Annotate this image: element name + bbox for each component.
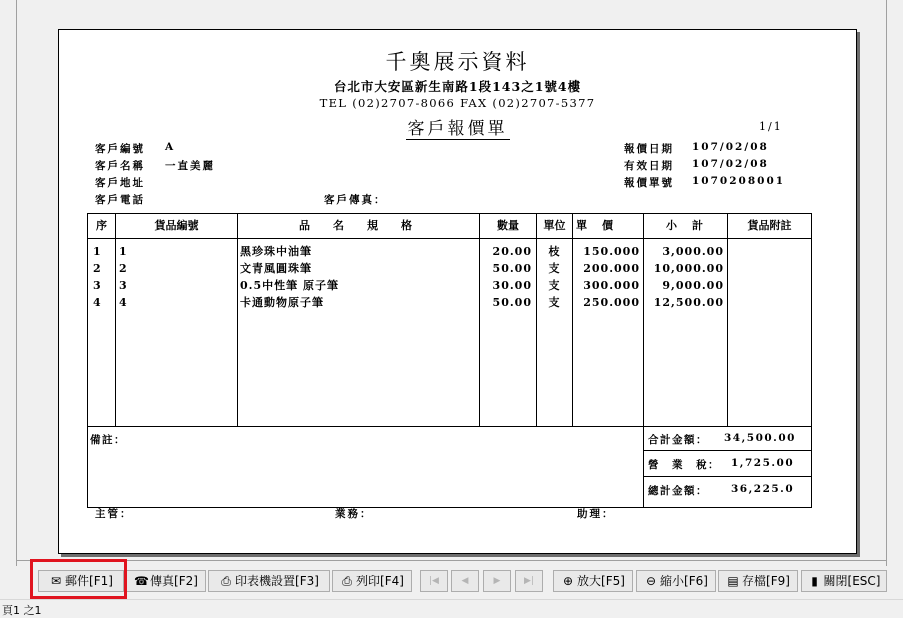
zoom-out-icon: ⊖	[646, 574, 657, 588]
row-4-qty: 50.00	[492, 296, 532, 309]
col-header-seq: 序	[96, 219, 107, 232]
row-4-name: 卡通動物原子筆	[240, 296, 324, 309]
col-header-name: 品 名 規 格	[299, 219, 418, 232]
row-3-price: 300.000	[583, 279, 640, 292]
col-header-unit: 單位	[543, 219, 566, 232]
zoom-in-icon: ⊕	[563, 574, 574, 588]
zoom-out-button-label: 縮小[F6]	[660, 574, 708, 588]
printer-icon: ⎙	[342, 574, 352, 588]
row-3-seq: 3	[93, 279, 102, 292]
mail-button-highlight	[30, 559, 127, 599]
customer-name-label: 客戶名稱	[95, 160, 145, 172]
row-3-subtotal: 9,000.00	[662, 279, 724, 292]
row-4-unit: 支	[548, 296, 561, 309]
row-1-qty: 20.00	[492, 245, 532, 258]
close-door-icon: ▮	[811, 574, 818, 588]
row-1-unit: 枝	[548, 245, 561, 258]
col-divider	[115, 214, 116, 426]
row-1-price: 150.000	[583, 245, 640, 258]
col-divider	[727, 214, 728, 426]
col-header-qty: 數量	[497, 219, 519, 232]
row-4-seq: 4	[93, 296, 102, 309]
next-page-button[interactable]	[483, 570, 511, 592]
printer-setup-button-label: 印表機設置[F3]	[235, 574, 319, 588]
total-amount: 36,225.0	[731, 483, 795, 495]
col-header-subtotal: 小 計	[666, 219, 705, 232]
company-phone-fax: TEL (02)2707-8066 FAX (02)2707-5377	[319, 96, 596, 110]
close-button-label: 關閉[ESC]	[823, 574, 881, 588]
customer-name: 一直美麗	[165, 160, 215, 172]
row-3-name: 0.5中性筆 原子筆	[240, 279, 339, 292]
row-2-seq: 2	[93, 262, 102, 275]
quotation-page	[58, 29, 857, 554]
body-divider	[88, 426, 811, 427]
row-1-subtotal: 3,000.00	[662, 245, 724, 258]
tax-label: 營 業 稅：	[648, 459, 720, 471]
viewer-border-left	[16, 0, 17, 566]
company-name: 千奧展示資料	[385, 50, 530, 74]
print-button[interactable]	[332, 570, 412, 592]
status-bar	[0, 599, 903, 618]
close-button[interactable]	[801, 570, 887, 592]
printer-setup-button[interactable]	[208, 570, 330, 592]
row-3-code: 3	[119, 279, 128, 292]
customer-fax-label: 客戶傳真：	[324, 194, 387, 206]
total-label: 總計金額：	[648, 485, 708, 497]
col-header-code: 貨品編號	[154, 219, 199, 232]
row-1-code: 1	[119, 245, 128, 258]
mail-button-label: 郵件[F1]	[65, 574, 113, 588]
signature-sales: 業務：	[335, 508, 373, 520]
items-table	[87, 213, 812, 508]
zoom-out-button[interactable]	[636, 570, 716, 592]
sum-label: 合計金額：	[648, 434, 708, 446]
last-page-icon: ▶|	[524, 576, 534, 586]
printer-setup-icon: ⎙	[221, 574, 231, 588]
viewer-border-right	[886, 0, 887, 566]
document-title	[59, 114, 856, 139]
row-3-qty: 30.00	[492, 279, 532, 292]
totals-divider	[643, 476, 811, 477]
row-2-qty: 50.00	[492, 262, 532, 275]
mail-icon: ✉	[51, 574, 62, 588]
last-page-button[interactable]	[515, 570, 543, 592]
row-4-price: 250.000	[583, 296, 640, 309]
row-1-name: 黑珍珠中油筆	[240, 245, 312, 258]
quote-number-label: 報價單號	[624, 177, 674, 189]
row-2-price: 200.000	[583, 262, 640, 275]
zoom-in-button-label: 放大[F5]	[577, 574, 625, 588]
signature-assistant: 助理：	[577, 508, 615, 520]
col-divider	[237, 214, 238, 426]
header-divider	[88, 238, 811, 239]
next-page-icon: ▶	[493, 576, 501, 586]
customer-code: A	[165, 141, 176, 153]
row-2-code: 2	[119, 262, 128, 275]
fax-button-label: 傳真[F2]	[150, 574, 198, 588]
print-button-label: 列印[F4]	[356, 574, 404, 588]
document-title-text: 客戶報價單	[407, 119, 508, 139]
valid-date: 107/02/08	[692, 158, 769, 170]
customer-phone-label: 客戶電話	[95, 194, 145, 206]
totals-divider	[643, 450, 811, 451]
page-number: 1/1	[759, 120, 783, 133]
row-1-seq: 1	[93, 245, 102, 258]
fax-button[interactable]	[126, 570, 206, 592]
quote-date-label: 報價日期	[624, 143, 674, 155]
col-header-note: 貨品附註	[747, 219, 792, 232]
save-icon: ▤	[727, 574, 739, 588]
signature-manager: 主管：	[95, 508, 133, 520]
save-button[interactable]	[718, 570, 798, 592]
prev-page-button[interactable]	[451, 570, 479, 592]
status-page-text: 頁1 之1	[2, 604, 42, 617]
tax-amount: 1,725.00	[731, 457, 795, 469]
quote-date: 107/02/08	[692, 141, 769, 153]
first-page-icon: |◀	[429, 576, 439, 586]
toolbar	[0, 566, 903, 598]
col-header-price: 單 價	[576, 219, 615, 232]
prev-page-icon: ◀	[461, 576, 469, 586]
row-2-name: 文青風圓珠筆	[240, 262, 312, 275]
valid-date-label: 有效日期	[624, 160, 674, 172]
row-4-code: 4	[119, 296, 128, 309]
company-address: 台北市大安區新生南路1段143之1號4樓	[333, 79, 582, 94]
customer-code-label: 客戶編號	[95, 143, 145, 155]
viewer-border-bottom	[16, 560, 887, 561]
sum-amount: 34,500.00	[724, 432, 796, 444]
row-2-subtotal: 10,000.00	[653, 262, 724, 275]
row-3-unit: 支	[548, 279, 561, 292]
remarks-label: 備註：	[90, 434, 126, 446]
zoom-in-button[interactable]	[553, 570, 633, 592]
row-4-subtotal: 12,500.00	[653, 296, 724, 309]
row-2-unit: 支	[548, 262, 561, 275]
first-page-button[interactable]	[420, 570, 448, 592]
save-button-label: 存檔[F9]	[742, 574, 790, 588]
customer-address-label: 客戶地址	[95, 177, 145, 189]
quote-number: 1070208001	[692, 175, 786, 187]
fax-icon: ☎	[134, 574, 149, 588]
